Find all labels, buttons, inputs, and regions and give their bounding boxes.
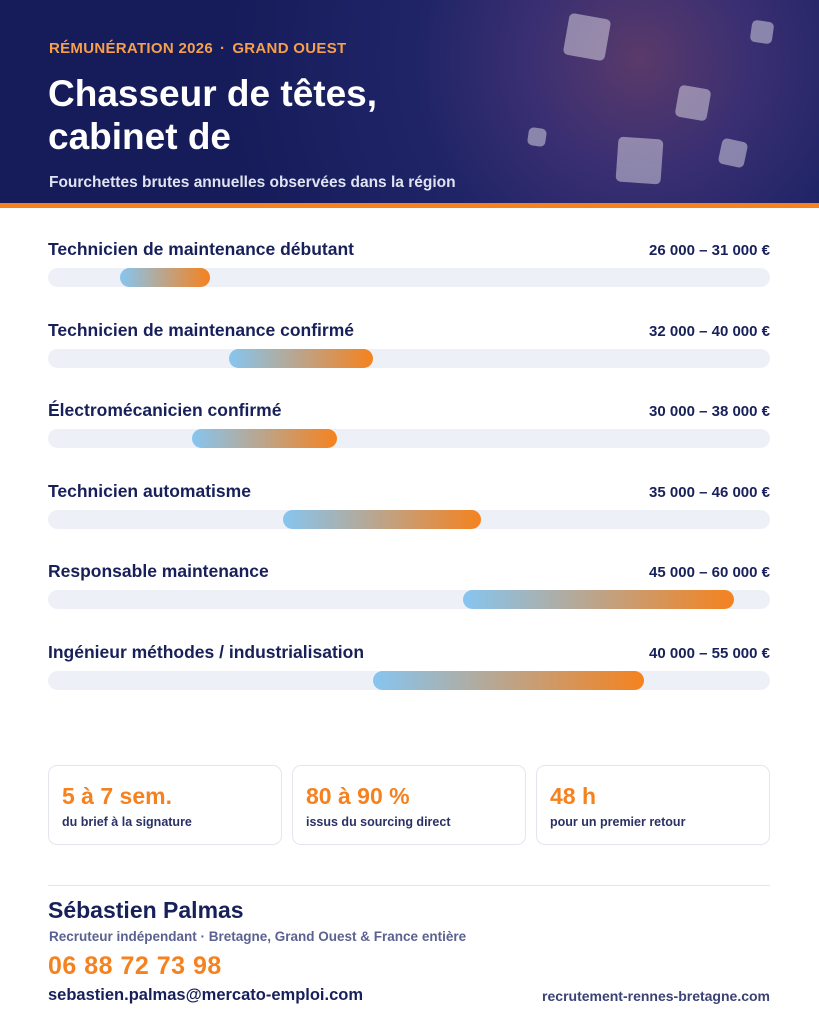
job-title: Ingénieur méthodes / industrialisation — [48, 642, 365, 662]
contact-role: Recruteur indépendant · Bretagne, Grand Ouest & France entière — [49, 929, 467, 944]
stat-card-timeline — [48, 765, 282, 845]
eyebrow-topic: RÉMUNÉRATION 2026 — [49, 40, 214, 57]
contact-website-link[interactable]: recrutement-rennes-bretagne.com — [542, 988, 770, 1004]
salary-range-text: 35 000 – 46 000 € — [649, 483, 770, 501]
page-title — [48, 72, 508, 158]
job-title: Électromécanicien confirmé — [48, 400, 282, 421]
stat-value: 5 à 7 sem. — [62, 783, 172, 809]
range-track — [48, 590, 770, 609]
salary-range-text: 45 000 – 60 000 € — [649, 564, 770, 582]
footer-divider — [48, 885, 770, 886]
range-track — [48, 349, 770, 368]
eyebrow-region: GRAND OUEST — [232, 40, 347, 57]
stat-value: 48 h — [550, 783, 597, 809]
range-bar — [283, 510, 482, 529]
salary-row — [48, 480, 770, 536]
decorative-square — [527, 127, 547, 147]
decorative-square — [674, 84, 711, 121]
range-track — [48, 671, 770, 690]
eyebrow-separator: · — [220, 40, 226, 57]
range-bar — [120, 268, 210, 287]
stat-card-response — [536, 765, 770, 845]
range-bar — [373, 671, 644, 690]
decorative-square — [615, 136, 663, 184]
salary-row — [48, 238, 770, 294]
range-track — [48, 429, 770, 448]
page-subtitle: Fourchettes brutes annuelles observées dans la région — [49, 174, 456, 191]
range-bar — [463, 590, 734, 609]
range-track — [48, 268, 770, 287]
title-line-1: Chasseur de têtes, — [48, 73, 378, 114]
eyebrow — [49, 40, 346, 57]
range-bar — [192, 429, 336, 448]
salary-range-text: 40 000 – 55 000 € — [649, 645, 770, 662]
stats-cards — [48, 765, 770, 845]
job-title: Technicien de maintenance débutant — [48, 239, 354, 259]
salary-row — [48, 560, 770, 616]
range-track — [48, 510, 770, 529]
header-banner — [0, 0, 819, 203]
stat-caption: du brief à la signature — [62, 815, 192, 829]
decorative-square — [718, 138, 749, 169]
contact-email-link[interactable]: sebastien.palmas@mercato-emploi.com — [48, 986, 364, 1004]
stat-caption: pour un premier retour — [550, 815, 686, 829]
salary-row — [48, 319, 770, 375]
decorative-square — [750, 20, 775, 45]
salary-range-text: 30 000 – 38 000 € — [649, 403, 770, 421]
job-title: Technicien automatisme — [48, 480, 251, 501]
job-title: Responsable maintenance — [48, 561, 269, 582]
title-line-2: cabinet de — [48, 116, 231, 157]
salary-range-text: 26 000 – 31 000 € — [649, 242, 770, 259]
stat-caption: issus du sourcing direct — [306, 815, 451, 829]
salary-row — [48, 641, 770, 697]
header-accent-bar — [0, 203, 819, 208]
stat-value: 80 à 90 % — [306, 783, 410, 809]
contact-name: Sébastien Palmas — [48, 897, 244, 923]
decorative-square — [563, 13, 612, 62]
contact-phone[interactable]: 06 88 72 73 98 — [48, 952, 222, 980]
job-title: Technicien de maintenance confirmé — [48, 319, 355, 340]
range-bar — [229, 349, 373, 368]
salary-range-text: 32 000 – 40 000 € — [649, 322, 770, 340]
salary-row — [48, 399, 770, 455]
stat-card-sourcing — [292, 765, 526, 845]
